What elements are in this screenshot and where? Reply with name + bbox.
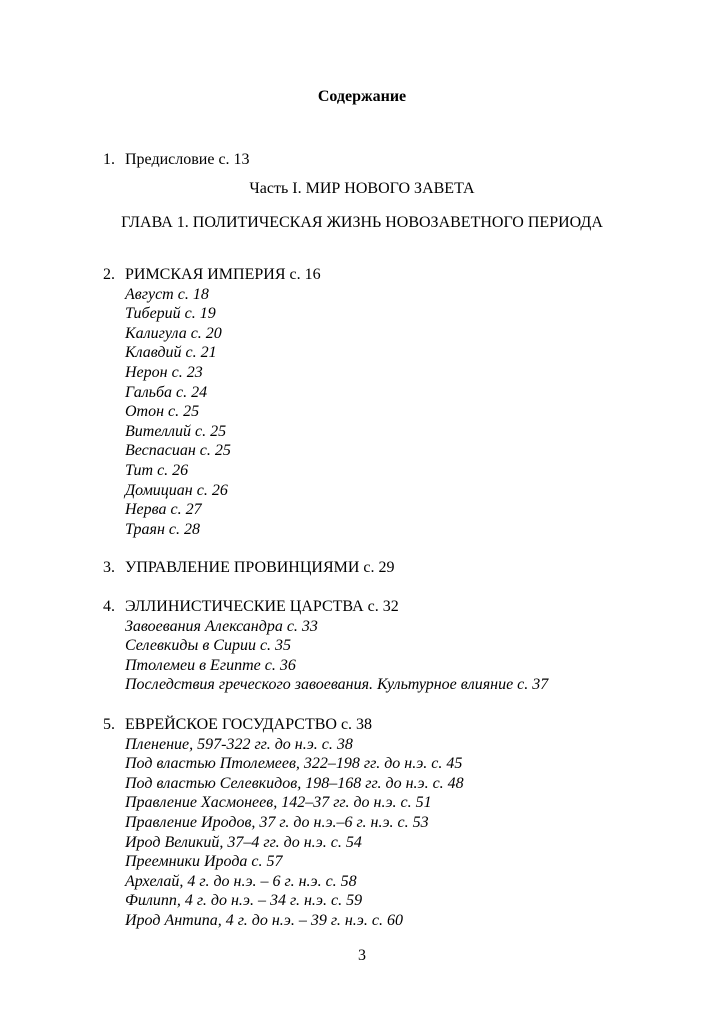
section-heading xyxy=(103,558,395,578)
section-heading xyxy=(103,265,321,285)
toc-subentry: Под властью Селевкидов, 198–168 гг. до н.э. с. 48 xyxy=(125,774,464,792)
entry-text: ЕВРЕЙСКОЕ ГОСУДАРСТВО с. 38 xyxy=(125,716,373,733)
toc-section xyxy=(103,265,321,539)
toc-subentry: Вителлий с. 25 xyxy=(125,422,227,440)
toc-subentry: Завоевания Александра с. 33 xyxy=(125,617,318,635)
section-heading xyxy=(103,597,548,617)
toc-subentry: Правление Хасмонеев, 142–37 гг. до н.э. с. 51 xyxy=(125,794,432,812)
toc-subentry: Траян с. 28 xyxy=(125,520,200,538)
toc-subentry: Последствия греческого завоевания. Культурное влияние с. 37 xyxy=(125,676,549,694)
entry-text: Предисловие с. 13 xyxy=(125,151,250,168)
entry-text: РИМСКАЯ ИМПЕРИЯ с. 16 xyxy=(125,266,321,283)
part-heading: Часть I. МИР НОВОГО ЗАВЕТА xyxy=(249,180,475,197)
toc-section xyxy=(103,597,548,695)
toc-subentry: Веспасиан с. 25 xyxy=(125,442,231,460)
toc-subentry: Под властью Птолемеев, 322–198 гг. до н.э. с. 45 xyxy=(125,755,463,773)
entry-number: 1. xyxy=(103,151,115,168)
toc-subentry: Гальба с. 24 xyxy=(125,383,208,401)
toc-subentry: Клавдий с. 21 xyxy=(125,344,217,362)
toc-subentry: Правление Иродов, 37 г. до н.э.–6 г. н.э. с. 53 xyxy=(125,813,429,831)
toc-subentry: Нерва с. 27 xyxy=(125,501,202,519)
toc-subentry: Домициан с. 26 xyxy=(125,481,228,499)
toc-subentry: Отон с. 25 xyxy=(125,403,200,421)
toc-subentry: Нерон с. 23 xyxy=(125,363,203,381)
toc-subentry: Тит с. 26 xyxy=(125,461,189,479)
section-heading xyxy=(103,715,464,735)
toc-subentry: Пленение, 597-322 гг. до н.э. с. 38 xyxy=(125,735,353,753)
toc-subentry: Селевкиды в Сирии с. 35 xyxy=(125,637,292,655)
entry-text: ЭЛЛИНИСТИЧЕСКИЕ ЦАРСТВА с. 32 xyxy=(125,598,399,615)
entry-number: 5. xyxy=(103,716,115,733)
toc-subentry: Август с. 18 xyxy=(125,285,209,303)
page-number: 3 xyxy=(358,947,366,964)
entry-text: УПРАВЛЕНИЕ ПРОВИНЦИЯМИ с. 29 xyxy=(125,559,395,576)
entry-number: 3. xyxy=(103,559,115,576)
toc-subentry: Преемники Ирода с. 57 xyxy=(125,853,283,871)
toc-section xyxy=(103,558,395,578)
entry-number: 2. xyxy=(103,266,115,283)
toc-subentry: Ирод Антипа, 4 г. до н.э. – 39 г. н.э. с. 60 xyxy=(125,911,403,929)
page-title: Содержание xyxy=(317,88,407,105)
toc-entry-preface xyxy=(103,150,250,170)
toc-subentry: Калигула с. 20 xyxy=(125,324,222,342)
toc-section xyxy=(103,715,464,931)
toc-subentry: Ирод Великий, 37–4 гг. до н.э. с. 54 xyxy=(125,833,362,851)
toc-subentry: Архелай, 4 г. до н.э. – 6 г. н.э. с. 58 xyxy=(125,872,357,890)
chapter-heading: ГЛАВА 1. ПОЛИТИЧЕСКАЯ ЖИЗНЬ НОВОЗАВЕТНОГО ПЕРИОДА xyxy=(121,214,603,231)
toc-subentry: Филипп, 4 г. до н.э. – 34 г. н.э. с. 59 xyxy=(125,892,363,910)
entry-number: 4. xyxy=(103,598,115,615)
toc-subentry: Тиберий с. 19 xyxy=(125,305,216,323)
toc-subentry: Птолемеи в Египте с. 36 xyxy=(125,656,296,674)
